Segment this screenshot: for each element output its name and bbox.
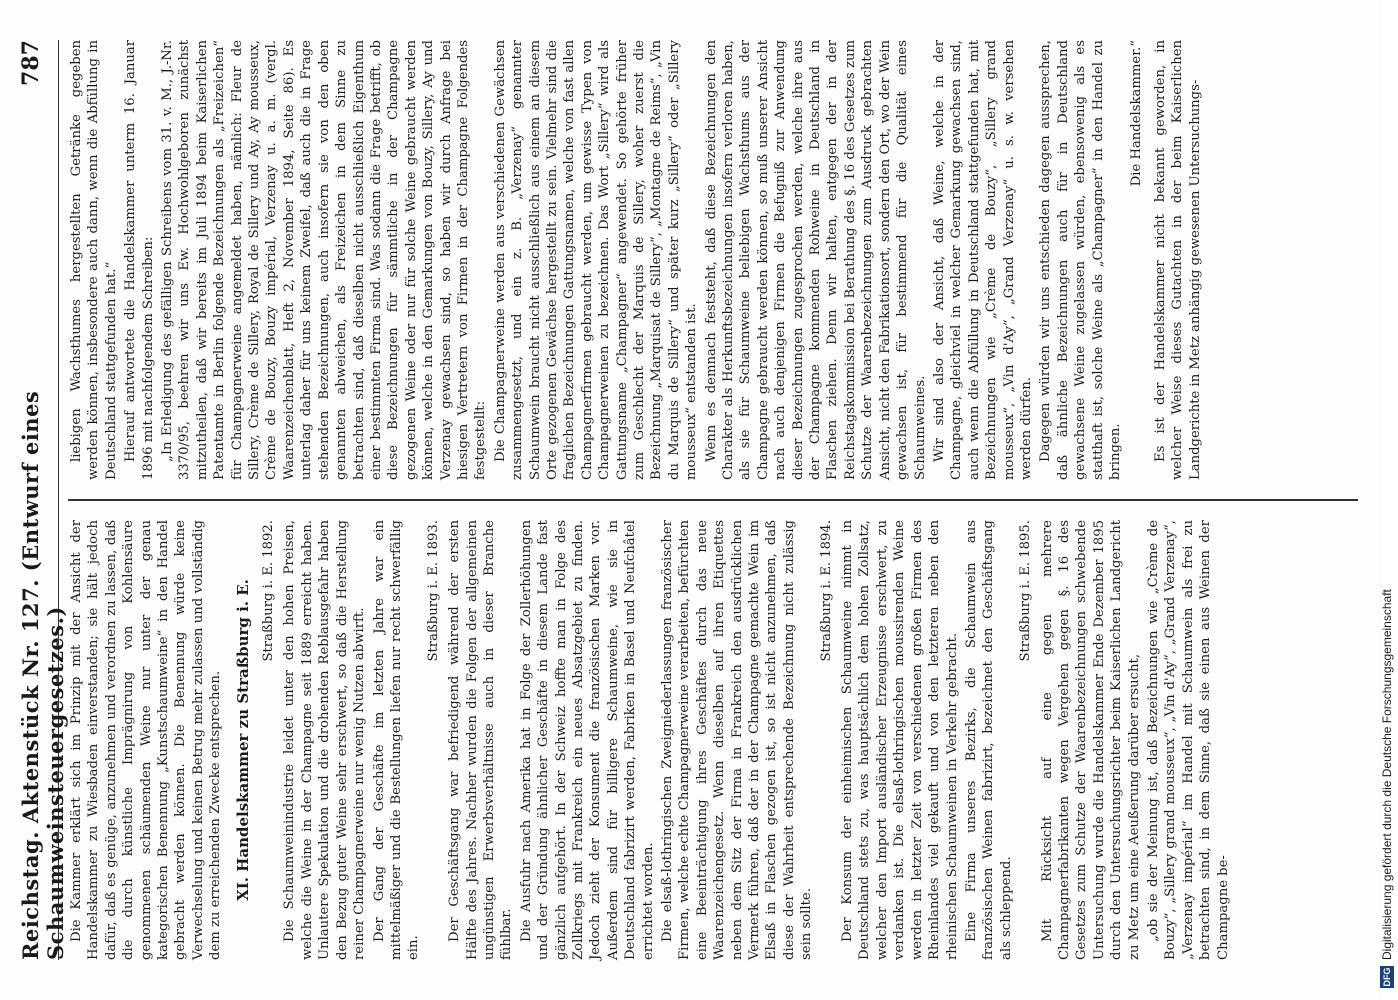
paragraph: Die Schaumweinindustrie leidet unter den hohen Preisen, welche die Weine in der Champagne seit 1889 erreicht haben. Unlautere Spekulation und die drohenden Reblausgefahr haben den Bezug guter Weine sehr erschwert, so daß die Herstellung reiner Champagnerweine nur wenig Nutzen abwirft. (282, 520, 368, 960)
footer-credit: Digitalisierung gefördert durch die Deutsche Forschungsgemeinschaft (1380, 589, 1394, 960)
left-column (68, 520, 1358, 960)
footer-text (1376, 0, 1398, 1000)
paragraph: Der Gang der Geschäfte im letzten Jahre war ein mittelmäßiger und die Bestellungen liefen nur recht schwerfällig ein. (371, 520, 422, 960)
paragraph: Die elsaß-lothringischen Zweigniederlassungen französischer Firmen, welche echte Champagnerweine verarbeiten, befürchten eine Beeinträchtigung ihres Geschäftes durch das neue Waarenzeichengesetz. Wenn dieselben auf ihren Etiquettes neben dem Sitz der Firma in Frankreich den ausdrücklichen Vermerk führen, daß der in der Champagne gemachte Wein im Elsaß in Flaschen gezogen ist, so ist nicht anzunehmen, daß diese der Wahrheit entsprechende Bezeichnung nicht zulässig sein sollte. (660, 520, 815, 960)
paragraph: Dagegen würden wir uns entschieden dagegen aussprechen, daß ähnliche Bezeichnungen auch für in Deutschland gewachsene Weine zugelassen würden, ebensowenig als es statthaft ist, solche Weine als „Champagner“ in den Handel zu bringen. (1038, 40, 1123, 480)
paragraph: Es ist der Handelskammer nicht bekannt geworden, in welcher Weise dieses Gutachten in der beim Kaiserlichen Landgerichte in Metz anhängig gewesenen Untersuchungs- (1152, 40, 1203, 480)
dateline: Straßburg i. E. 1895. (1018, 520, 1034, 662)
paragraph: Eine Firma unseres Bezirks, die Schaumwein aus französischen Weinen fabrizirt, bezeichnet den Geschäftsgang als schleppend. (963, 520, 1014, 960)
signature: Die Handelskammer.“ (1129, 40, 1145, 187)
digitization-footer (1356, 0, 1394, 1000)
dateline: Straßburg i. E. 1894. (818, 520, 834, 662)
dateline: Straßburg i. E. 1893. (425, 520, 441, 662)
paragraph: Der Geschäftsgang war befriedigend während der ersten Hälfte des Jahres. Nachher wurden die Folgen der allgemeinen ungünstigen Erwerbsverhältnisse auch in dieser Branche fühlbar. (447, 520, 515, 960)
column-divider (68, 500, 1358, 502)
running-title: Reichstag. Aktenstück Nr. 127. (Entwurf eines Schaumweinsteuergesetzes.) (18, 390, 68, 960)
paragraph: Wenn es demnach feststeht, daß diese Bezeichnungen den Charakter als Herkunftsbezeichnungen insofern verloren haben, als sie für Schaumweine beliebigen Wachsthums aus der Champagne gebraucht werden können, so muß unserer Ansicht nach auch denjenigen Firmen die Befugniß zur Anwendung dieser Bezeichnungen zugesprochen werden, welche ihre aus der Champagne kommenden Rohweine in Deutschland in Flaschen ziehen. Denn wir halten, entgegen der in der Reichstagskommission bei Berathung des §. 16 des Gesetzes zum Schutze der Waarenbezeichnungen zum Ausdruck gebrachten Ansicht, nicht den Fabrikationsort, sondern den Ort, wo der Wein gewachsen ist, für bestimmend für die Qualität eines Schaumweines. (703, 40, 928, 480)
right-column (68, 40, 1358, 480)
paragraph: liebigen Wachsthumes hergestellten Getränke gegeben werden können, insbesondere auch dann, wenn die Abfüllung in Deutschland stattgefunden hat.“ (69, 40, 119, 480)
paragraph: „ob sie der Meinung ist, daß Bezeichnungen wie „Crème de Bouzy“, „Sillery grand mousseux“, „Vin d'Ay“, „Grand Verzenay“, „Verzenay impérial“ im Handel mit Schaumwein als frei zu betrachten sind, in dem Sinne, daß sie einen aus Weinen der Champagne be- (1145, 520, 1231, 960)
page-header (18, 40, 68, 960)
section-heading: XI. Handelskammer zu Straßburg i. E. (233, 579, 252, 901)
dateline: Straßburg i. E. 1892. (261, 520, 277, 662)
paragraph: Der Konsum der einheimischen Schaumweine nimmt in Deutschland stets zu, was hauptsächlich dem hohen Zollsatz, welcher den Import ausländischer Erzeugnisse erschwert, zu verdanken ist. Die elsaß-lothringischen moussirenden Weine werden in letzter Zeit von verschiedenen großen Firmen des Rheinlandes viel gekauft und von den letzteren neben den rheinischen Schaumweinen in Verkehr gebracht. (840, 520, 960, 960)
dfg-logo-icon: DFG (1382, 967, 1392, 987)
paragraph: „In Erledigung des gefälligen Schreibens vom 31. v. M., J.-Nr. 3370/95, beehren wir uns Ew. Hochwohlgeboren zunächst mitzutheilen, daß wir bereits im Juli 1894 beim Kaiserlichen Patentamte in Berlin folgende Bezeichnungen als „Freizeichen“ für Champagnerweine angemeldet haben, nämlich: Fleur de Sillery, Crème de Sillery, Royal de Sillery und Ay, Ay mousseux, Crème de Bouzy, Bouzy impérial, Verzenay u. a. m. (vergl. Waarenzeichenblatt, Heft 2, November 1894, Seite 86). Es unterlag daher für uns keinem Zweifel, daß auch die in Frage stehenden Bezeichnungen, auch insofern sie von den oben genannten abweichen, als Freizeichen in dem Sinne zu betrachten sind, daß dieselben nicht ausschließlich Eigenthum einer bestimmten Firma sind. Was sodann die Frage betrifft, ob diese Bezeichnungen für sämmtliche in der Champagne gezogenen Weine oder nur für solche Weine gebraucht werden können, welche in den Gemarkungen von Bouzy, Sillery, Ay und Verzenay gewachsen sind, so haben wir durch Anfrage bei hiesigen Vertretern von Firmen in der Champagne Folgendes festgestellt: (160, 40, 489, 480)
paragraph: Die Champagnerweine werden aus verschiedenen Gewächsen zusammengesetzt, und ein z. B. „Verzenay“ genannter Schaumwein braucht nicht ausschließlich aus einem an diesem Orte gezogenen Gewächse hergestellt zu sein. Vielmehr sind die fraglichen Bezeichnungen Gattungsnamen, welche von fast allen Champagnerfirmen gebraucht werden, um gewisse Typen von Champagnerweinen zu bezeichnen. Das Wort „Sillery“ wird als Gattungsname „Champagner“ angewendet. So gehörte früher zum Geschlecht der Marquis de Sillery, woher zuerst die Bezeichnung „Marquisat de Sillery“, „Montagne de Reims“, „Vin du Marquis de Sillery“ und später kurz „Sillery“ oder „Sillery mousseux“ entstanden ist. (492, 40, 700, 480)
paragraph: Die Kammer erklärt sich im Prinzip mit der Ansicht der Handelskammer zu Wiesbaden einverstanden; sie hält jedoch dafür, daß es genüge, anzunehmen und verordnen zu lassen, daß die durch künstliche Imprägnirung von Kohlensäure genommenen schäumenden Weine nur unter der genau kategorischen Benennung „Kunstschaumweine“ in den Handel gebracht werden können. Die Benennung würde keine Verwechselung und keinen Betrug mehr zulassen und vollständig dem zu erreichenden Zwecke entsprechen. (69, 520, 224, 960)
paragraph: Wir sind also der Ansicht, daß Weine, welche in der Champagne, gleichviel in welcher Gemarkung gewachsen sind, auch wenn die Abfüllung in Deutschland stattgefunden hat, mit Bezeichnungen wie „Crème de Bouzy“, „Sillery grand mousseux“, „Vin d'Ay“, „Grand Verzenay“ u. s. w. versehen werden dürfen. (931, 40, 1034, 480)
page-number: 787 (18, 40, 44, 86)
paragraph: Mit Rücksicht auf eine gegen mehrere Champagnerfabrikanten wegen Vergehen gegen §. 16 des Gesetzes zum Schutze der Waarenbezeichnungen schwebende Untersuchung wurde die Handelskammer Ende Dezember 1895 durch den Untersuchungsrichter beim Kaiserlichen Landgericht zu Metz um eine Aeußerung darüber ersucht, (1039, 520, 1142, 960)
paragraph: Hierauf antwortete die Handelskammer unterm 16. Januar 1896 mit nachfolgendem Schreiben: (123, 40, 156, 480)
paragraph: Die Ausfuhr nach Amerika hat in Folge der Zollerhöhungen und der Gründung ähnlicher Geschäfte in diesem Lande fast gänzlich aufgehört. In der Schweiz hoffte man in Folge des Zollkriegs mit Frankreich ein neues Absatzgebiet zu finden. Jedoch zieht der Konsument die französischen Marken vor. Außerdem sind für billigere Schaumweine, wie sie in Deutschland fabrizirt werden, Fabriken in Basel und Neufchâtel errichtet worden. (518, 520, 656, 960)
